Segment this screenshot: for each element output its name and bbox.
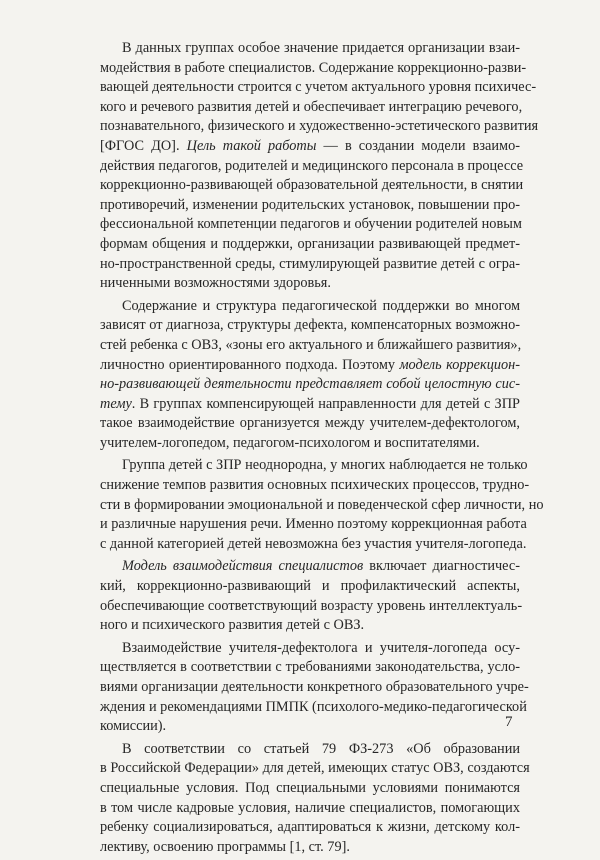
text-run: зависят от диагноза, структуры дефекта, компенсаторных возможно-	[100, 317, 520, 334]
text-run: ного и психического развития детей с ОВЗ.	[100, 617, 365, 634]
paragraph	[100, 297, 520, 454]
text-line	[100, 717, 520, 737]
paragraph	[100, 39, 539, 294]
text-line	[100, 157, 524, 177]
text-line	[100, 658, 520, 678]
text-run: ждения и рекомендациями ПМПК (психолого-медико-педагогической	[100, 698, 527, 715]
text-line	[100, 577, 520, 597]
text-line	[100, 255, 520, 275]
text-line	[100, 39, 520, 59]
italic-text: Модель взаимодействия специалистов	[122, 558, 364, 575]
text-run: познавательного, физического и художественно-эстетического развития	[100, 118, 539, 135]
paragraph	[100, 557, 523, 635]
text-line	[100, 818, 520, 838]
text-line	[100, 336, 520, 356]
text-run: В данных группах особое значение придается организации взаи-	[122, 40, 520, 56]
text-line	[100, 496, 544, 516]
text-run: в Российской Федерации» для детей, имеющих статус ОВЗ, создаются	[100, 760, 530, 777]
text-run: кий, коррекционно-развивающий и профилактический аспекты,	[100, 578, 520, 595]
italic-text: тему	[100, 395, 132, 412]
text-line	[100, 456, 528, 476]
text-line	[100, 616, 520, 636]
text-run: Группа детей с ЗПР неоднородна, у многих наблюдается не только	[122, 457, 528, 474]
text-run: действия педагогов, родителей и медицинского персонала в процессе	[100, 157, 524, 174]
italic-text: модель коррекцион-	[399, 356, 520, 373]
text-line	[100, 78, 537, 98]
text-run: Содержание и структура педагогической поддержки во многом	[122, 297, 520, 314]
text-run: такое взаимодействие организуется между учителем-дефектологом,	[100, 415, 520, 432]
text-line	[100, 535, 527, 555]
text-run: В соответствии со статьей 79 ФЗ-273 «Об образовании	[122, 740, 520, 757]
text-line	[100, 698, 527, 718]
text-line	[100, 476, 530, 496]
text-run: комиссии).	[100, 718, 167, 735]
text-line	[100, 196, 520, 216]
text-line	[100, 356, 520, 376]
text-run: ребенку социализироваться, адаптироваться к жизни, детскому кол-	[100, 819, 520, 836]
text-run: личностно ориентированного подхода. Поэтому	[100, 356, 400, 373]
text-line	[100, 59, 527, 79]
text-line	[100, 316, 520, 336]
text-line	[100, 779, 520, 799]
text-run: модействия в работе специалистов. Содержание коррекционно-разви-	[100, 59, 527, 76]
text-run: сти в формировании эмоциональной и поведенческой сфер личности, но	[100, 496, 544, 513]
text-line	[100, 137, 520, 157]
text-run: кого и речевого развития детей и обеспечивает интеграцию речевого,	[100, 98, 523, 115]
text-run: [ФГОС ДО].	[100, 137, 187, 154]
text-run: ниченными возможностями здоровья.	[100, 275, 331, 292]
text-run: снижение темпов развития основных психических процессов, трудно-	[100, 477, 530, 494]
text-run: обеспечивающие соответствующий возрасту уровень интеллектуаль-	[100, 597, 523, 614]
text-line	[100, 215, 520, 235]
paragraph	[100, 740, 530, 858]
text-run: с данной категорией детей невозможна без участия учителя-логопеда.	[100, 535, 527, 552]
text-run: в том числе кадровые условия, наличие специалистов, помогающих	[100, 799, 520, 816]
text-run: и различные нарушения речи. Именно поэтому коррекционная работа	[100, 516, 527, 533]
text-line	[100, 117, 539, 137]
page-number: 7	[505, 714, 513, 730]
text-line	[100, 274, 520, 294]
text-run: ществляется в соответствии с требованиями законодательства, усло-	[100, 659, 520, 676]
body-text	[100, 39, 544, 860]
text-run: — в создании модели взаимо-	[316, 137, 521, 154]
text-line	[100, 235, 520, 255]
text-line	[100, 639, 520, 659]
text-line	[100, 98, 523, 118]
text-run: включает диагностичес-	[363, 558, 520, 575]
text-line	[100, 297, 520, 317]
italic-text: Цель такой работы	[186, 137, 317, 154]
text-run: вающей деятельности строится с учетом актуального уровня психичес-	[100, 79, 537, 96]
text-line	[100, 838, 520, 858]
text-run: . В группах компенсирующей направленности для детей с ЗПР	[131, 395, 520, 412]
text-run: Взаимодействие учителя-дефектолога и учителя-логопеда осу-	[122, 639, 520, 656]
text-run: формам общения и поддержки, организации развивающей предмет-	[100, 235, 520, 252]
text-line	[100, 759, 530, 779]
text-run: стей ребенка с ОВЗ, «зоны его актуального и ближайшего развития»,	[100, 336, 522, 353]
text-run: виями организации деятельности конкретного образовательного учре-	[100, 679, 529, 695]
text-line	[100, 395, 520, 415]
text-line	[100, 375, 520, 395]
text-line	[100, 557, 520, 577]
text-run: коррекционно-развивающей образовательной деятельности, в снятии	[100, 177, 524, 194]
paragraph	[100, 456, 544, 554]
italic-text: но-развивающей деятельности представляет собой целостную сис-	[100, 376, 520, 393]
text-line	[100, 434, 520, 454]
text-run: но-пространственной среды, стимулирующей развитие детей с огра-	[100, 255, 520, 272]
text-run: специальные условия. Под специальными условиями понимаются	[100, 779, 520, 796]
text-run: учителем-логопедом, педагогом-психологом и воспитателями.	[100, 434, 480, 451]
text-line	[100, 678, 529, 698]
text-run: фессиональной компетенции педагогов и обучении родителей новым	[100, 216, 522, 233]
text-run: лективу, освоению программы [1, ст. 79].	[100, 838, 350, 855]
text-line	[100, 515, 527, 535]
text-run: противоречий, изменении родительских установок, повышении про-	[100, 196, 520, 213]
paragraph	[100, 639, 529, 737]
text-line	[100, 799, 520, 819]
text-line	[100, 597, 523, 617]
text-line	[100, 414, 520, 434]
text-line	[100, 176, 524, 196]
